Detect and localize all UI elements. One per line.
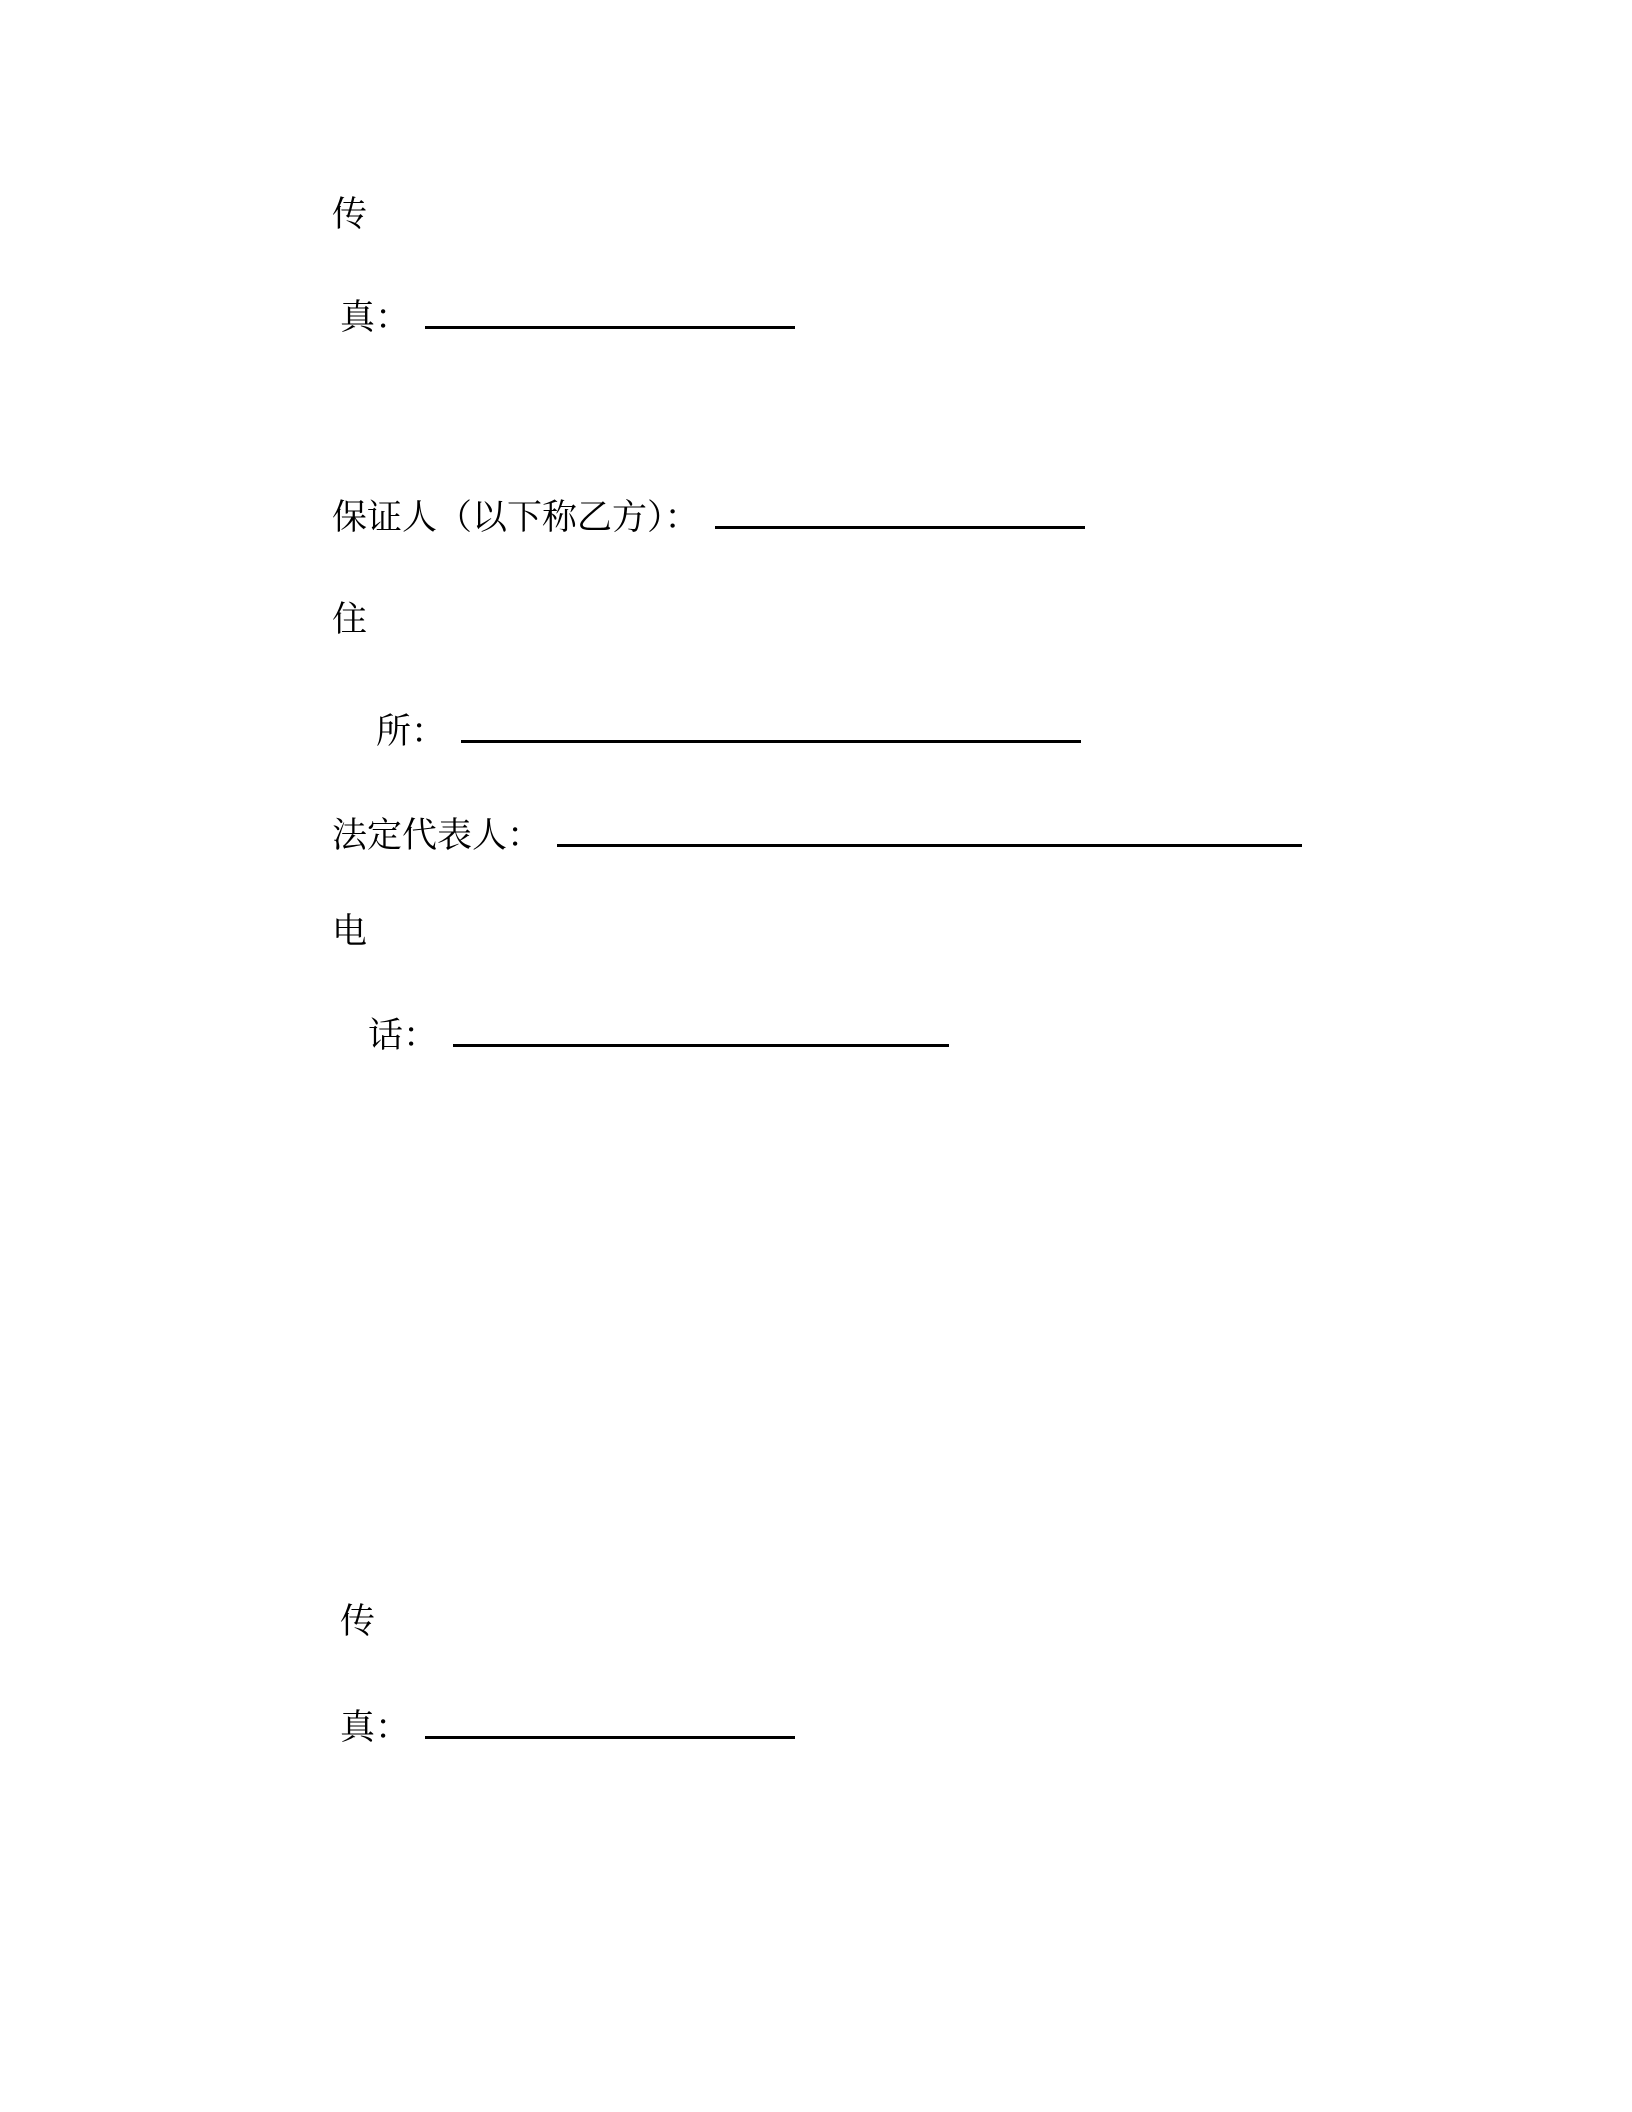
fax-label: 真： xyxy=(340,298,411,338)
legal-rep-blank[interactable] xyxy=(557,816,1302,847)
fax-char-1-bottom: 传 xyxy=(340,1602,376,1642)
phone-char-1: 电 xyxy=(332,912,368,952)
legal-rep-line xyxy=(332,816,1302,856)
guarantor-blank[interactable] xyxy=(715,498,1085,529)
phone-line xyxy=(368,1016,949,1056)
fax-char-1: 传 xyxy=(332,195,368,235)
address-char-1: 住 xyxy=(332,600,368,640)
phone-blank[interactable] xyxy=(453,1016,949,1047)
address-line xyxy=(376,712,1081,752)
fax-blank-bottom[interactable] xyxy=(425,1708,795,1739)
fax-blank[interactable] xyxy=(425,298,795,329)
fax-line xyxy=(340,298,795,338)
guarantor-line xyxy=(332,498,1085,538)
fax-line-bottom xyxy=(340,1708,795,1748)
fax-label-bottom: 真： xyxy=(340,1708,411,1748)
guarantor-label: 保证人（以下称乙方）： xyxy=(332,498,700,538)
address-label: 所： xyxy=(376,712,447,752)
address-blank[interactable] xyxy=(461,712,1081,743)
legal-rep-label: 法定代表人： xyxy=(332,816,543,856)
phone-label: 话： xyxy=(368,1016,439,1056)
